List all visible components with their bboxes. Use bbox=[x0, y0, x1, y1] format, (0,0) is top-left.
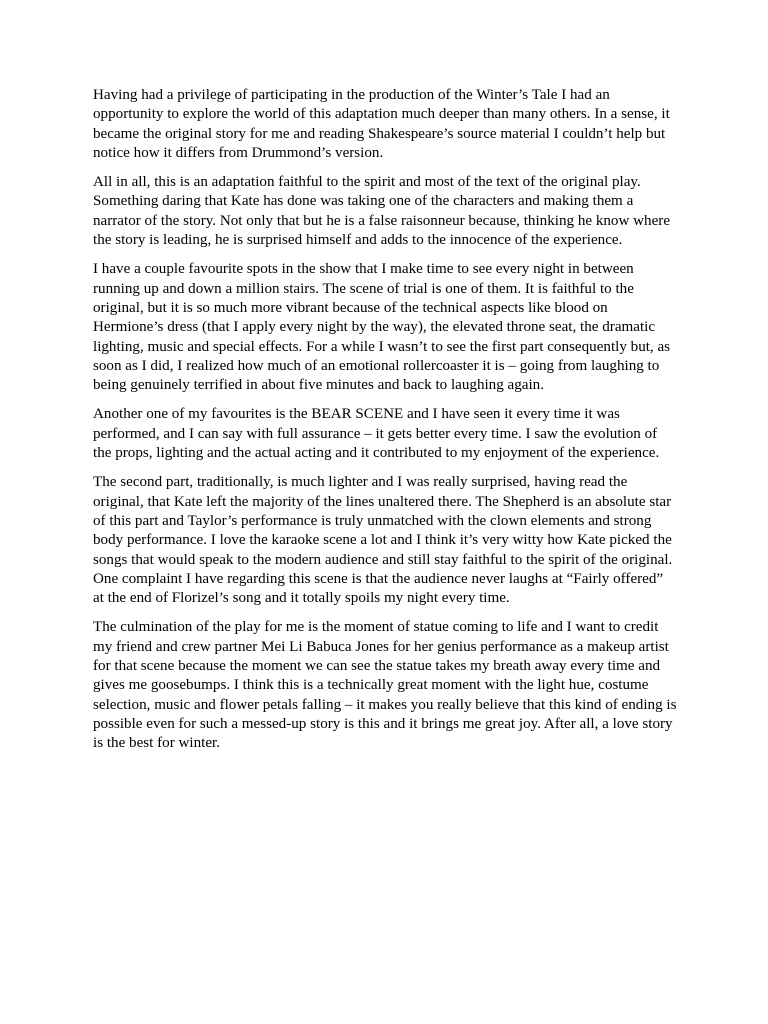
paragraph-4: Another one of my favourites is the BEAR SCENE and I have seen it every time it was performed, and I can say with full assurance – it gets better every time. I saw the evolution of the props, lighting and the actual acting and it contributed to my enjoyment of the experience. bbox=[93, 406, 660, 462]
paragraph-5: The second part, traditionally, is much lighter and I was really surprised, having read the original, that Kate left the majority of the lines unaltered there. The Shepherd is an absolute star of this part and Taylor’s performance is truly unmatched with the clown elements and strong body performance. I love the karaoke scene a lot and I think it’s very witty how Kate picked the songs that would speak to the modern audience and still stay faithful to the spirit of the original. One complaint I have regarding this scene is that the audience never laughs at “Fairly offered” at the end of Florizel’s song and it totally spoils my night every time. bbox=[93, 474, 673, 607]
paragraph-6: The culmination of the play for me is the moment of statue coming to life and I want to credit my friend and crew partner Mei Li Babuca Jones for her genius performance as a makeup artist for that scene because the moment we can see the statue takes my breath away every time and gives me goosebumps. I think this is a technically great moment with the light hue, costume selection, music and flower petals falling – it makes you really believe that this kind of ending is possible even for such a messed-up story is this and it brings me great joy. After all, a love story is the best for winter. bbox=[93, 619, 677, 752]
paragraph-1: Having had a privilege of participating in the production of the Winter’s Tale I had an opportunity to explore the world of this adaptation much deeper than many others. In a sense, it became the original story for me and reading Shakespeare’s source material I couldn’t help but notice how it differs from Drummond’s version. bbox=[93, 87, 670, 161]
paragraph-3: I have a couple favourite spots in the show that I make time to see every night in between running up and down a million stairs. The scene of trial is one of them. It is faithful to the original, but it is so much more vibrant because of the technical aspects like blood on Hermione’s dress (that I apply every night by the way), the elevated throne seat, the dramatic lighting, music and special effects. For a while I wasn’t to see the first part consequently but, as soon as I did, I realized how much of an emotional rollercoaster it is – going from laughing to being genuinely terrified in about five minutes and back to laughing again. bbox=[93, 261, 671, 394]
document-page bbox=[93, 86, 677, 764]
paragraph-2: All in all, this is an adaptation faithful to the spirit and most of the text of the original play. Something daring that Kate has done was taking one of the characters and making them a narrator of the story. Not only that but he is a false raisonneur because, thinking he know where the story is leading, he is surprised himself and adds to the innocence of the experience. bbox=[93, 174, 671, 249]
